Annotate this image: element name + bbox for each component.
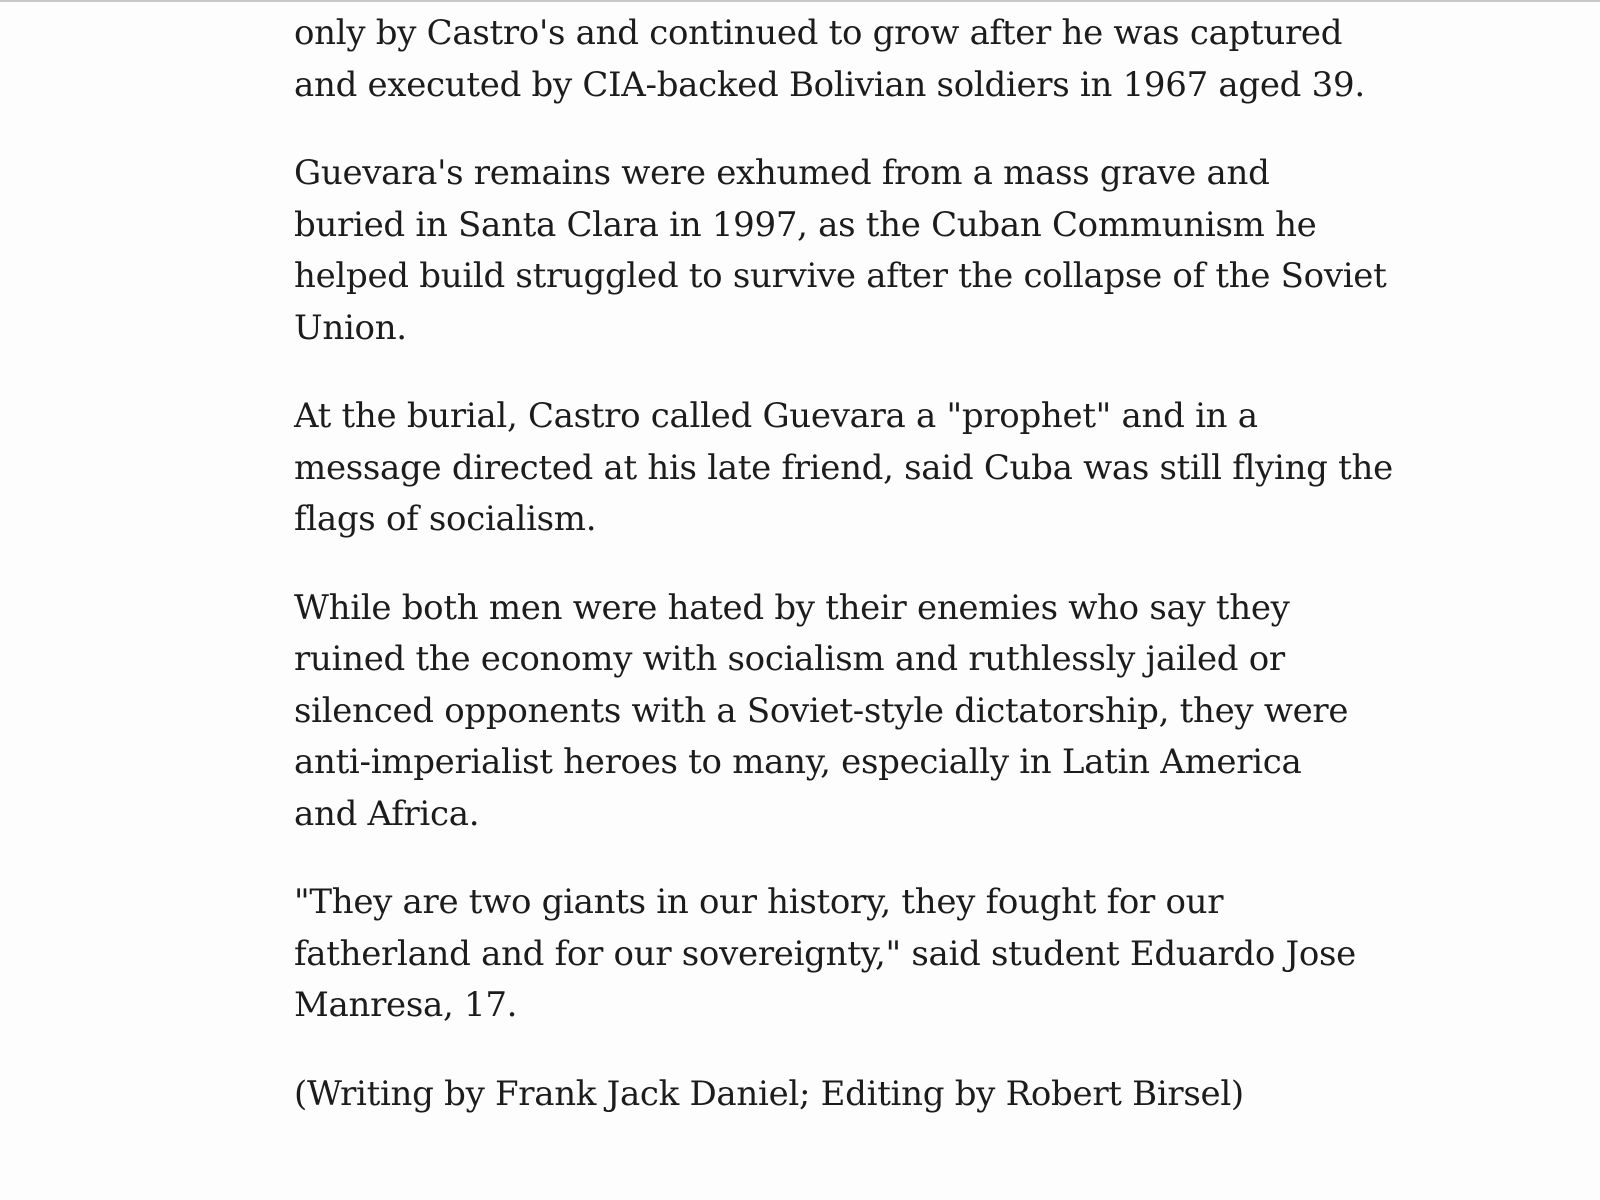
article-body — [294, 0, 1393, 1157]
paragraph-remains-burial — [294, 148, 1387, 354]
paragraph-line: anti-imperialist heroes to many, especially in Latin America — [294, 742, 1302, 782]
paragraph-line: helped build struggled to survive after the collapse of the Soviet — [294, 256, 1387, 296]
paragraph-line: ruined the economy with socialism and ruthlessly jailed or — [294, 639, 1285, 679]
paragraph-line: Guevara's remains were exhumed from a mass grave and — [294, 153, 1270, 193]
byline-credits — [294, 1069, 1324, 1121]
paragraph-student-quote — [294, 877, 1356, 1032]
paragraph-line: fatherland and for our sovereignty," said student Eduardo Jose — [294, 933, 1356, 974]
paragraph-line: buried in Santa Clara in 1997, as the Cuban Communism he — [294, 204, 1317, 245]
paragraph-line: message directed at his late friend, said Cuba was still flying the — [294, 447, 1393, 488]
paragraph-line: "They are two giants in our history, they fought for our — [294, 882, 1224, 922]
paragraph-line: Union. — [294, 307, 407, 348]
paragraph-line: silenced opponents with a Soviet-style dictatorship, they were — [294, 690, 1349, 731]
paragraph-line: While both men were hated by their enemies who say they — [294, 587, 1290, 628]
paragraph-legacy — [294, 583, 1349, 841]
paragraph-line: At the burial, Castro called Guevara a "prophet" and in a — [294, 396, 1258, 436]
paragraph-capture-execution — [294, 8, 1365, 111]
paragraph-line: and Africa. — [294, 793, 480, 834]
paragraph-line: (Writing by Frank Jack Daniel; Editing by Robert Birsel) — [294, 1073, 1244, 1114]
paragraph-prophet-quote — [294, 391, 1393, 546]
paragraph-line: only by Castro's and continued to grow after he was captured — [294, 13, 1343, 53]
paragraph-line: and executed by CIA-backed Bolivian soldiers in 1967 aged 39. — [294, 64, 1365, 105]
paragraph-line: Manresa, 17. — [294, 985, 518, 1025]
paragraph-line: flags of socialism. — [294, 499, 597, 539]
